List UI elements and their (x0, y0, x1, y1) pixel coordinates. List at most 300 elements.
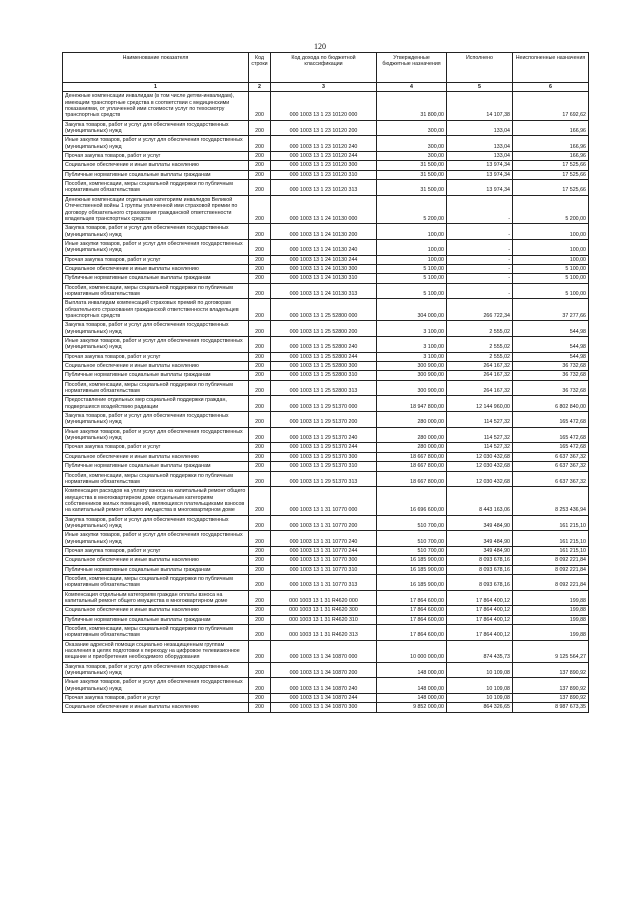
row-budget-code: 000 1003 13 1 29 51370 200 (271, 412, 377, 428)
row-name: Прочая закупка товаров, работ и услуг (63, 694, 249, 703)
row-name: Социальное обеспечение и иные выплаты населению (63, 362, 249, 371)
row-line-code: 200 (249, 452, 271, 461)
row-line-code: 200 (249, 556, 271, 565)
row-line-code: 200 (249, 120, 271, 136)
row-budget-code: 000 1003 13 1 23 10120 313 (271, 180, 377, 196)
row-executed: - (447, 195, 513, 223)
row-approved: 5 100,00 (377, 274, 447, 283)
row-executed: 114 527,32 (447, 412, 513, 428)
row-budget-code: 000 1003 13 1 29 51370 000 (271, 396, 377, 412)
row-budget-code: 000 1003 13 1 34 10870 000 (271, 640, 377, 662)
row-executed: 114 527,32 (447, 427, 513, 443)
row-budget-code: 000 1003 13 1 34 10870 244 (271, 694, 377, 703)
row-unexecuted: 17 525,66 (513, 170, 589, 179)
row-budget-code: 000 1003 13 1 31 10770 244 (271, 546, 377, 555)
row-unexecuted: 17 525,66 (513, 161, 589, 170)
row-budget-code: 000 1003 13 1 23 10120 200 (271, 120, 377, 136)
table-row (63, 120, 589, 136)
table-row (63, 531, 589, 547)
row-line-code: 200 (249, 703, 271, 712)
row-unexecuted: 544,98 (513, 352, 589, 361)
row-line-code: 200 (249, 396, 271, 412)
row-budget-code: 000 1003 13 1 24 10130 300 (271, 264, 377, 273)
column-number: 5 (447, 83, 513, 92)
row-executed: 10 109,08 (447, 678, 513, 694)
row-executed: 13 974,34 (447, 170, 513, 179)
table-row (63, 487, 589, 515)
table-row (63, 224, 589, 240)
row-name: Публичные нормативные социальные выплаты гражданам (63, 170, 249, 179)
table-row (63, 471, 589, 487)
row-unexecuted: 17 692,62 (513, 92, 589, 120)
row-name: Пособия, компенсации, меры социальной поддержки по публичным нормативным обязательствам (63, 283, 249, 299)
row-approved: 5 100,00 (377, 264, 447, 273)
row-approved: 300 900,00 (377, 362, 447, 371)
row-unexecuted: 166,96 (513, 136, 589, 152)
row-approved: 300 900,00 (377, 380, 447, 396)
row-unexecuted: 9 125 564,27 (513, 640, 589, 662)
row-executed: 12 030 432,68 (447, 471, 513, 487)
row-line-code: 200 (249, 640, 271, 662)
table-row (63, 152, 589, 161)
page-number: 120 (314, 42, 326, 51)
row-unexecuted: 6 637 367,32 (513, 462, 589, 471)
row-approved: 3 100,00 (377, 352, 447, 361)
row-unexecuted: 161 215,10 (513, 515, 589, 531)
row-budget-code: 000 1003 13 1 25 52800 240 (271, 337, 377, 353)
row-line-code: 200 (249, 239, 271, 255)
row-name: Иные закупки товаров, работ и услуг для обеспечения государственных (муниципальных) нужд (63, 531, 249, 547)
row-name: Социальное обеспечение и иные выплаты населению (63, 161, 249, 170)
row-approved: 17 864 600,00 (377, 625, 447, 641)
row-executed: 114 527,32 (447, 443, 513, 452)
table-row (63, 255, 589, 264)
row-line-code: 200 (249, 471, 271, 487)
row-unexecuted: 137 890,92 (513, 662, 589, 678)
row-executed: 2 555,02 (447, 337, 513, 353)
row-budget-code: 000 1003 13 1 31 R4620 310 (271, 615, 377, 624)
table-row (63, 337, 589, 353)
table-row (63, 625, 589, 641)
table-row (63, 299, 589, 321)
row-executed: 12 144 960,00 (447, 396, 513, 412)
row-executed: 8 093 678,16 (447, 565, 513, 574)
table-body (63, 92, 589, 712)
table-row (63, 694, 589, 703)
row-unexecuted: 36 732,68 (513, 371, 589, 380)
table-row (63, 678, 589, 694)
row-executed: 17 864 400,12 (447, 625, 513, 641)
row-name: Пособия, компенсации, меры социальной поддержки по публичным нормативным обязательствам (63, 471, 249, 487)
row-name: Пособия, компенсации, меры социальной поддержки по публичным нормативным обязательствам (63, 625, 249, 641)
row-executed: 349 484,90 (447, 546, 513, 555)
row-line-code: 200 (249, 195, 271, 223)
row-unexecuted: 161 215,10 (513, 531, 589, 547)
row-executed: 2 555,02 (447, 352, 513, 361)
row-name: Социальное обеспечение и иные выплаты населению (63, 703, 249, 712)
table-row (63, 606, 589, 615)
row-unexecuted: 6 637 367,32 (513, 452, 589, 461)
row-approved: 18 667 800,00 (377, 452, 447, 461)
row-line-code: 200 (249, 274, 271, 283)
row-unexecuted: 37 277,66 (513, 299, 589, 321)
row-name: Компенсация отдельным категориям граждан оплаты взноса на капитальный ремонт общего имущества в многоквартирном доме (63, 590, 249, 606)
row-line-code: 200 (249, 662, 271, 678)
row-name: Выплата инвалидам компенсаций страховых премий по договорам обязательного страхования гражданской ответственности владельцев транспортных средств (63, 299, 249, 321)
row-unexecuted: 5 200,00 (513, 195, 589, 223)
row-executed: - (447, 264, 513, 273)
row-name: Прочая закупка товаров, работ и услуг (63, 255, 249, 264)
row-approved: 10 000 000,00 (377, 640, 447, 662)
row-executed: 133,04 (447, 120, 513, 136)
row-approved: 3 100,00 (377, 337, 447, 353)
column-number: 6 (513, 83, 589, 92)
row-name: Иные закупки товаров, работ и услуг для обеспечения государственных (муниципальных) нужд (63, 239, 249, 255)
row-executed: 17 864 400,12 (447, 590, 513, 606)
table-row (63, 396, 589, 412)
row-approved: 16 185 900,00 (377, 574, 447, 590)
table-row (63, 546, 589, 555)
row-approved: 280 000,00 (377, 427, 447, 443)
row-executed: 8 093 678,16 (447, 574, 513, 590)
row-name: Оказание адресной помощи социально незащищенным группам населения в целях подготовки к переходу на цифровое телевизионное вещание и приобретения необходимого оборудования (63, 640, 249, 662)
row-line-code: 200 (249, 531, 271, 547)
row-approved: 300 900,00 (377, 371, 447, 380)
table-row (63, 640, 589, 662)
row-approved: 304 000,00 (377, 299, 447, 321)
row-unexecuted: 544,98 (513, 337, 589, 353)
row-executed: 133,04 (447, 136, 513, 152)
row-approved: 9 852 000,00 (377, 703, 447, 712)
row-name: Прочая закупка товаров, работ и услуг (63, 152, 249, 161)
row-budget-code: 000 1003 13 1 29 51370 240 (271, 427, 377, 443)
row-name: Публичные нормативные социальные выплаты гражданам (63, 274, 249, 283)
column-number: 2 (249, 83, 271, 92)
row-executed: 2 555,02 (447, 321, 513, 337)
table-row (63, 380, 589, 396)
header-line-code: Код строки (249, 53, 271, 83)
row-unexecuted: 137 890,92 (513, 678, 589, 694)
row-unexecuted: 199,88 (513, 590, 589, 606)
row-approved: 3 100,00 (377, 321, 447, 337)
row-line-code: 200 (249, 546, 271, 555)
table-row (63, 180, 589, 196)
row-executed: 349 484,90 (447, 515, 513, 531)
row-unexecuted: 165 472,68 (513, 427, 589, 443)
table-row (63, 703, 589, 712)
row-approved: 31 500,00 (377, 170, 447, 179)
row-name: Закупка товаров, работ и услуг для обеспечения государственных (муниципальных) нужд (63, 321, 249, 337)
row-budget-code: 000 1003 13 1 31 10770 000 (271, 487, 377, 515)
row-name: Публичные нормативные социальные выплаты гражданам (63, 615, 249, 624)
row-budget-code: 000 1003 13 1 25 52800 200 (271, 321, 377, 337)
table-row (63, 362, 589, 371)
row-name: Денежные компенсации инвалидам (в том числе детям-инвалидам), имеющим транспортные средства в соответствии с медицинскими показаниями, от уплаченной ими стоимости услуг по техосмотру транспортных средств (63, 92, 249, 120)
row-unexecuted: 544,98 (513, 321, 589, 337)
row-name: Социальное обеспечение и иные выплаты населению (63, 452, 249, 461)
row-unexecuted: 8 092 221,84 (513, 565, 589, 574)
row-approved: 17 864 600,00 (377, 606, 447, 615)
row-name: Денежные компенсации отдельным категориям инвалидов Великой Отечественной войны 1 группы уплаченной ими страховой премии по договору обязательного страхования гражданской ответственности владельцев транспортных средств (63, 195, 249, 223)
table-row (63, 264, 589, 273)
row-budget-code: 000 1003 13 1 25 52800 000 (271, 299, 377, 321)
row-approved: 148 000,00 (377, 694, 447, 703)
row-unexecuted: 199,88 (513, 606, 589, 615)
table-row (63, 136, 589, 152)
row-executed: 264 167,32 (447, 362, 513, 371)
row-unexecuted: 5 100,00 (513, 274, 589, 283)
row-approved: 17 864 600,00 (377, 590, 447, 606)
row-approved: 100,00 (377, 224, 447, 240)
row-line-code: 200 (249, 136, 271, 152)
row-executed: 14 107,38 (447, 92, 513, 120)
table-row (63, 92, 589, 120)
row-approved: 5 200,00 (377, 195, 447, 223)
table-row (63, 443, 589, 452)
row-line-code: 200 (249, 615, 271, 624)
row-unexecuted: 199,88 (513, 625, 589, 641)
table-row (63, 452, 589, 461)
row-executed: - (447, 239, 513, 255)
row-unexecuted: 100,00 (513, 224, 589, 240)
column-number: 3 (271, 83, 377, 92)
row-executed: 10 109,08 (447, 662, 513, 678)
row-executed: 264 167,32 (447, 380, 513, 396)
table-row (63, 662, 589, 678)
row-line-code: 200 (249, 462, 271, 471)
row-unexecuted: 17 525,66 (513, 180, 589, 196)
row-line-code: 200 (249, 264, 271, 273)
row-unexecuted: 36 732,68 (513, 380, 589, 396)
row-name: Пособия, компенсации, меры социальной поддержки по публичным нормативным обязательствам (63, 380, 249, 396)
row-approved: 18 667 800,00 (377, 471, 447, 487)
row-budget-code: 000 1003 13 1 34 10870 300 (271, 703, 377, 712)
row-name: Компенсация расходов на уплату взноса на капитальный ремонт общего имущества в многоквартирном доме отдельным категориям собственников жилых помещений, являющихся плательщиками взносов на капитальный ремонт общего имущества в многоквартирном доме (63, 487, 249, 515)
row-executed: 874 435,73 (447, 640, 513, 662)
row-line-code: 200 (249, 224, 271, 240)
row-approved: 300,00 (377, 120, 447, 136)
row-name: Прочая закупка товаров, работ и услуг (63, 443, 249, 452)
header-unexecuted: Неисполненные назначения (513, 53, 589, 83)
column-number-row (63, 83, 589, 92)
row-unexecuted: 8 253 436,94 (513, 487, 589, 515)
table-row (63, 556, 589, 565)
row-name: Публичные нормативные социальные выплаты гражданам (63, 565, 249, 574)
table-header-row (63, 53, 589, 83)
row-executed: 17 864 400,12 (447, 615, 513, 624)
row-name: Иные закупки товаров, работ и услуг для обеспечения государственных (муниципальных) нужд (63, 678, 249, 694)
row-unexecuted: 100,00 (513, 239, 589, 255)
row-approved: 31 500,00 (377, 161, 447, 170)
row-line-code: 200 (249, 371, 271, 380)
row-name: Социальное обеспечение и иные выплаты населению (63, 606, 249, 615)
row-line-code: 200 (249, 380, 271, 396)
row-budget-code: 000 1003 13 1 23 10120 244 (271, 152, 377, 161)
row-name: Пособия, компенсации, меры социальной поддержки по публичным нормативным обязательствам (63, 180, 249, 196)
row-executed: 264 167,32 (447, 371, 513, 380)
row-approved: 510 700,00 (377, 531, 447, 547)
row-line-code: 200 (249, 161, 271, 170)
row-budget-code: 000 1003 13 1 24 10130 000 (271, 195, 377, 223)
table-row (63, 161, 589, 170)
budget-execution-table (62, 52, 589, 713)
row-approved: 31 800,00 (377, 92, 447, 120)
row-line-code: 200 (249, 412, 271, 428)
row-name: Закупка товаров, работ и услуг для обеспечения государственных (муниципальных) нужд (63, 224, 249, 240)
table-row (63, 195, 589, 223)
row-unexecuted: 100,00 (513, 255, 589, 264)
row-budget-code: 000 1003 13 1 29 51370 310 (271, 462, 377, 471)
row-budget-code: 000 1003 13 1 25 52800 244 (271, 352, 377, 361)
table-row (63, 427, 589, 443)
row-line-code: 200 (249, 443, 271, 452)
row-name: Пособия, компенсации, меры социальной поддержки по публичным нормативным обязательствам (63, 574, 249, 590)
row-budget-code: 000 1003 13 1 31 10770 300 (271, 556, 377, 565)
row-budget-code: 000 1003 13 1 23 10120 240 (271, 136, 377, 152)
row-approved: 510 700,00 (377, 515, 447, 531)
column-number: 4 (377, 83, 447, 92)
table-row (63, 565, 589, 574)
row-executed: 864 326,65 (447, 703, 513, 712)
row-approved: 100,00 (377, 255, 447, 264)
row-executed: 12 030 432,68 (447, 452, 513, 461)
column-number: 1 (63, 83, 249, 92)
row-approved: 100,00 (377, 239, 447, 255)
row-unexecuted: 8 987 673,35 (513, 703, 589, 712)
row-line-code: 200 (249, 565, 271, 574)
row-name: Публичные нормативные социальные выплаты гражданам (63, 462, 249, 471)
row-unexecuted: 165 472,68 (513, 412, 589, 428)
header-approved: Утвержденные бюджетные назначения (377, 53, 447, 83)
row-unexecuted: 161 215,10 (513, 546, 589, 555)
row-line-code: 200 (249, 515, 271, 531)
row-approved: 17 864 600,00 (377, 615, 447, 624)
row-budget-code: 000 1003 13 1 31 10770 313 (271, 574, 377, 590)
row-budget-code: 000 1003 13 1 24 10130 200 (271, 224, 377, 240)
row-line-code: 200 (249, 362, 271, 371)
table-row (63, 590, 589, 606)
row-name: Иные закупки товаров, работ и услуг для обеспечения государственных (муниципальных) нужд (63, 136, 249, 152)
row-executed: 8 093 678,16 (447, 556, 513, 565)
row-budget-code: 000 1003 13 1 29 51370 244 (271, 443, 377, 452)
row-executed: 17 864 400,12 (447, 606, 513, 615)
table-row (63, 515, 589, 531)
row-unexecuted: 8 092 221,84 (513, 574, 589, 590)
row-budget-code: 000 1003 13 1 23 10120 000 (271, 92, 377, 120)
row-budget-code: 000 1003 13 1 31 R4620 300 (271, 606, 377, 615)
row-approved: 5 100,00 (377, 283, 447, 299)
row-line-code: 200 (249, 255, 271, 264)
row-line-code: 200 (249, 152, 271, 161)
row-executed: 13 974,34 (447, 180, 513, 196)
row-approved: 300,00 (377, 136, 447, 152)
row-name: Прочая закупка товаров, работ и услуг (63, 352, 249, 361)
row-name: Закупка товаров, работ и услуг для обеспечения государственных (муниципальных) нужд (63, 515, 249, 531)
row-name: Иные закупки товаров, работ и услуг для обеспечения государственных (муниципальных) нужд (63, 427, 249, 443)
row-budget-code: 000 1003 13 1 31 R4620 313 (271, 625, 377, 641)
row-approved: 16 185 900,00 (377, 556, 447, 565)
row-budget-code: 000 1003 13 1 23 10120 310 (271, 170, 377, 179)
row-budget-code: 000 1003 13 1 31 10770 310 (271, 565, 377, 574)
row-unexecuted: 6 802 840,00 (513, 396, 589, 412)
table-row (63, 412, 589, 428)
table-row (63, 462, 589, 471)
row-budget-code: 000 1003 13 1 25 52800 313 (271, 380, 377, 396)
row-approved: 16 185 900,00 (377, 565, 447, 574)
row-approved: 148 000,00 (377, 678, 447, 694)
row-name: Прочая закупка товаров, работ и услуг (63, 546, 249, 555)
row-executed: - (447, 224, 513, 240)
row-unexecuted: 5 100,00 (513, 264, 589, 273)
row-unexecuted: 199,88 (513, 615, 589, 624)
row-unexecuted: 166,96 (513, 152, 589, 161)
row-budget-code: 000 1003 13 1 29 51370 300 (271, 452, 377, 461)
row-line-code: 200 (249, 283, 271, 299)
row-budget-code: 000 1003 13 1 25 52800 310 (271, 371, 377, 380)
table-row (63, 574, 589, 590)
row-line-code: 200 (249, 574, 271, 590)
row-name: Предоставление отдельных мер социальной поддержки граждан, подвергшихся воздействию радиации (63, 396, 249, 412)
row-executed: - (447, 283, 513, 299)
row-line-code: 200 (249, 170, 271, 179)
header-name: Наименование показателя (63, 53, 249, 83)
header-budget-code: Код дохода по бюджетной классификации (271, 53, 377, 83)
row-budget-code: 000 1003 13 1 31 10770 200 (271, 515, 377, 531)
row-budget-code: 000 1003 13 1 34 10870 200 (271, 662, 377, 678)
row-budget-code: 000 1003 13 1 31 10770 240 (271, 531, 377, 547)
row-unexecuted: 8 092 221,84 (513, 556, 589, 565)
row-unexecuted: 166,96 (513, 120, 589, 136)
row-approved: 300,00 (377, 152, 447, 161)
row-name: Социальное обеспечение и иные выплаты населению (63, 556, 249, 565)
row-line-code: 200 (249, 487, 271, 515)
row-unexecuted: 5 100,00 (513, 283, 589, 299)
row-approved: 18 947 800,00 (377, 396, 447, 412)
row-executed: 10 109,08 (447, 694, 513, 703)
row-budget-code: 000 1003 13 1 29 51370 313 (271, 471, 377, 487)
table-row (63, 615, 589, 624)
row-name: Иные закупки товаров, работ и услуг для обеспечения государственных (муниципальных) нужд (63, 337, 249, 353)
row-executed: 349 484,90 (447, 531, 513, 547)
table-row (63, 274, 589, 283)
table-row (63, 321, 589, 337)
table-row (63, 283, 589, 299)
row-unexecuted: 137 890,92 (513, 694, 589, 703)
row-line-code: 200 (249, 606, 271, 615)
row-approved: 18 667 800,00 (377, 462, 447, 471)
row-line-code: 200 (249, 427, 271, 443)
row-executed: - (447, 255, 513, 264)
row-budget-code: 000 1003 13 1 25 52800 300 (271, 362, 377, 371)
row-approved: 510 700,00 (377, 546, 447, 555)
row-budget-code: 000 1003 13 1 24 10130 244 (271, 255, 377, 264)
row-budget-code: 000 1003 13 1 23 10120 300 (271, 161, 377, 170)
row-line-code: 200 (249, 590, 271, 606)
row-name: Закупка товаров, работ и услуг для обеспечения государственных (муниципальных) нужд (63, 412, 249, 428)
row-line-code: 200 (249, 321, 271, 337)
row-budget-code: 000 1003 13 1 24 10130 313 (271, 283, 377, 299)
row-name: Социальное обеспечение и иные выплаты населению (63, 264, 249, 273)
row-approved: 31 500,00 (377, 180, 447, 196)
table-row (63, 239, 589, 255)
table-row (63, 352, 589, 361)
row-line-code: 200 (249, 678, 271, 694)
row-unexecuted: 36 732,68 (513, 362, 589, 371)
row-executed: 133,04 (447, 152, 513, 161)
row-line-code: 200 (249, 337, 271, 353)
table-row (63, 170, 589, 179)
row-unexecuted: 6 637 367,32 (513, 471, 589, 487)
